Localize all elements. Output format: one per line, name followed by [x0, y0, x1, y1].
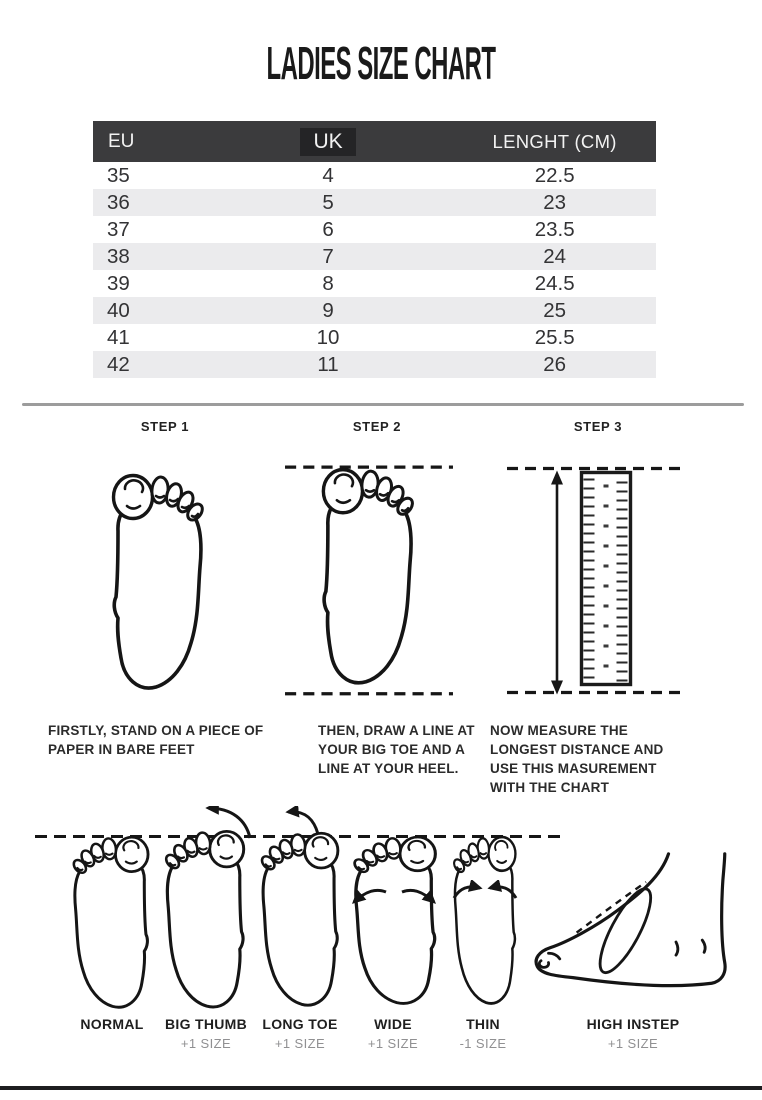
column-header-uk: UK — [300, 128, 355, 156]
foot-type-high-instep — [563, 1016, 703, 1051]
foot-type-label: NORMAL — [80, 1016, 144, 1032]
column-header-eu: EU — [108, 130, 135, 152]
table-cell: 38 — [93, 243, 203, 270]
step-1-foot-icon — [98, 456, 222, 706]
long-toe-foot-icon — [252, 828, 346, 1014]
table-cell: 41 — [107, 326, 130, 349]
step-3-ruler-icon — [505, 460, 685, 705]
foot-type-adjustment: +1 SIZE — [367, 1036, 419, 1051]
foot-type-thin — [413, 1016, 553, 1051]
step-2-description: THEN, DRAW A LINE AT YOUR BIG TOE AND A LINE AT YOUR HEEL. — [318, 723, 475, 777]
thin-foot-icon — [446, 832, 522, 1012]
table-cell: 25 — [453, 297, 656, 324]
step-2-foot-with-lines-icon — [283, 460, 455, 705]
table-cell: 25.5 — [534, 326, 575, 349]
thin-inward-arrows-icon — [448, 880, 522, 906]
table-row — [93, 243, 656, 270]
table-cell: 10 — [316, 326, 340, 349]
foot-type-adjustment: +1 SIZE — [274, 1036, 326, 1051]
size-table-body — [93, 162, 656, 378]
step-2-label: STEP 2 — [352, 419, 402, 434]
section-divider — [22, 403, 744, 406]
foot-type-label: WIDE — [374, 1016, 412, 1032]
foot-type-label: LONG TOE — [262, 1016, 338, 1032]
table-row — [93, 270, 656, 297]
foot-type-adjustment: +1 SIZE — [180, 1036, 232, 1051]
step-3-description: NOW MEASURE THE LONGEST DISTANCE AND USE THIS MASUREMENT WITH THE CHART — [490, 723, 664, 796]
table-cell: 5 — [203, 189, 454, 216]
step-3-label: STEP 3 — [573, 419, 623, 434]
size-table — [93, 121, 656, 378]
table-row — [93, 351, 656, 378]
table-row — [93, 216, 656, 243]
table-cell: 23.5 — [534, 218, 575, 241]
step-1-description: FIRSTLY, STAND ON A PIECE OF PAPER IN BARE FEET — [48, 723, 264, 758]
table-cell: 8 — [322, 272, 334, 295]
table-row — [93, 324, 656, 351]
table-cell: 36 — [93, 189, 203, 216]
size-table-header-row — [93, 121, 656, 162]
page-title: LADIES SIZE CHART — [266, 37, 496, 89]
table-cell: 37 — [107, 218, 130, 241]
foot-type-label: BIG THUMB — [164, 1016, 248, 1032]
wide-outward-arrows-icon — [348, 884, 440, 910]
table-cell: 24.5 — [534, 272, 575, 295]
foot-type-label: THIN — [466, 1016, 500, 1032]
high-instep-side-foot-icon — [524, 852, 738, 1002]
step-1-label: STEP 1 — [140, 419, 190, 434]
big-thumb-arrow-icon — [196, 806, 256, 840]
bottom-border-line — [0, 1086, 762, 1090]
foot-type-adjustment: +1 SIZE — [607, 1036, 659, 1051]
foot-type-label: HIGH INSTEP — [586, 1016, 680, 1032]
table-cell: 6 — [322, 218, 334, 241]
table-cell: 42 — [93, 351, 203, 378]
table-cell: 26 — [453, 351, 656, 378]
table-cell: 9 — [203, 297, 454, 324]
long-toe-arrow-icon — [280, 806, 324, 838]
table-cell: 4 — [322, 164, 334, 187]
table-cell: 7 — [203, 243, 454, 270]
table-row — [93, 189, 656, 216]
column-header-length: LENGHT (CM) — [492, 130, 617, 152]
table-cell: 39 — [107, 272, 130, 295]
table-row — [93, 162, 656, 189]
normal-foot-icon — [64, 832, 156, 1016]
table-cell: 40 — [93, 297, 203, 324]
table-cell: 24 — [453, 243, 656, 270]
table-cell: 35 — [107, 164, 130, 187]
foot-type-adjustment: -1 SIZE — [459, 1036, 507, 1051]
table-cell: 11 — [203, 351, 454, 378]
table-cell: 22.5 — [534, 164, 575, 187]
table-cell: 23 — [453, 189, 656, 216]
table-row — [93, 297, 656, 324]
big-thumb-foot-icon — [156, 826, 252, 1016]
wide-foot-icon — [344, 832, 444, 1012]
